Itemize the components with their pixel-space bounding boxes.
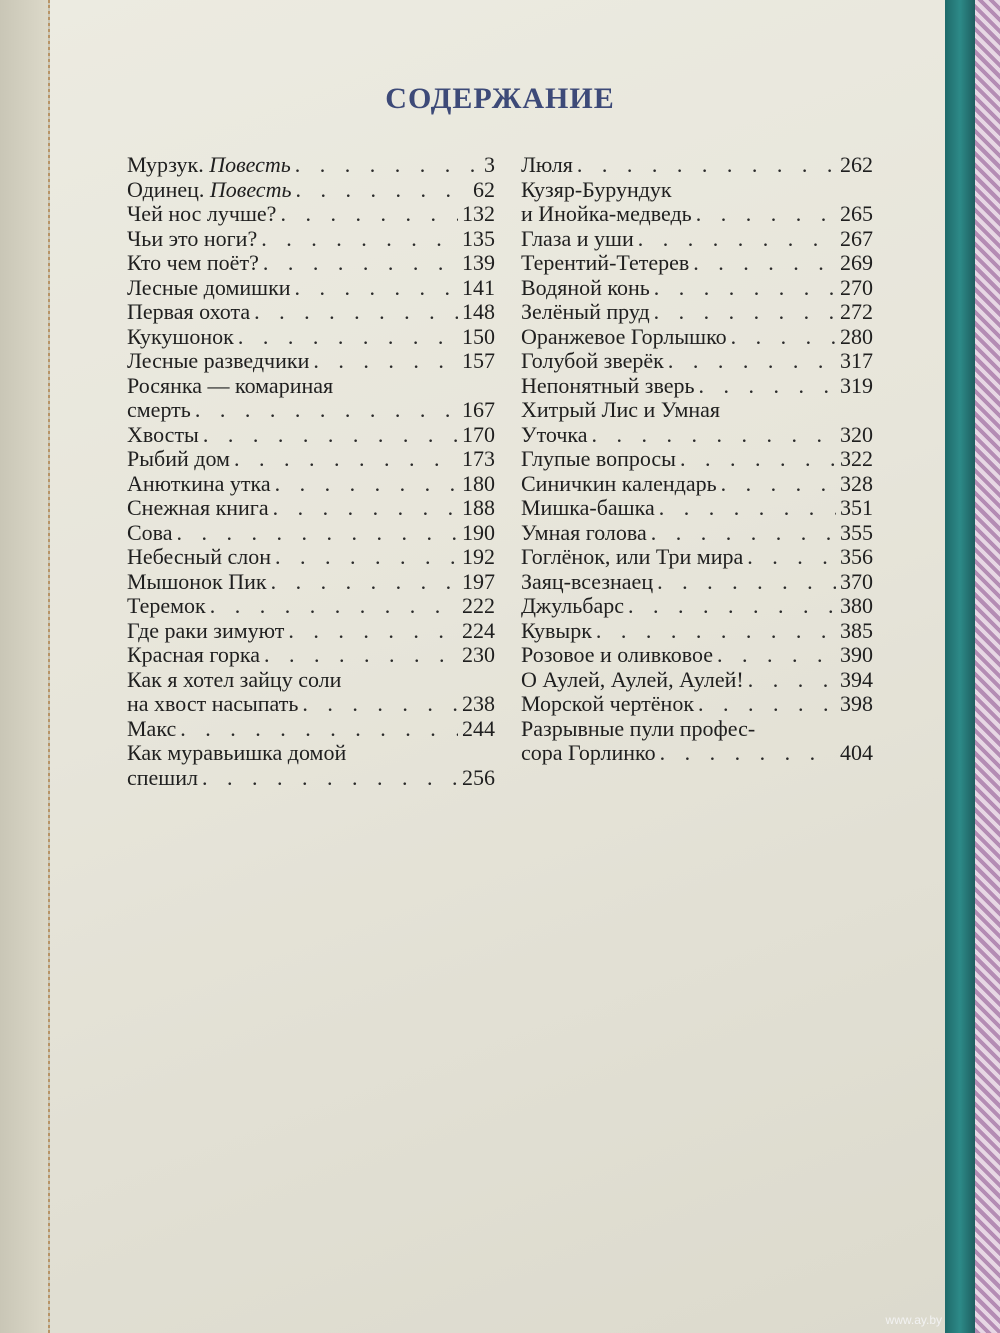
toc-entry-title: Оранжевое Горлышко: [521, 323, 727, 349]
toc-entry: [521, 594, 873, 619]
toc-entry-title: Водяной конь: [521, 274, 650, 300]
toc-page-number: 272: [840, 299, 873, 324]
dot-leader: [668, 349, 836, 374]
toc-page-number: 170: [462, 421, 495, 447]
toc-page-number: 3: [484, 152, 495, 177]
toc-page-number: 398: [840, 691, 873, 716]
toc-page-number: 262: [840, 152, 873, 177]
toc-entry-title: Розовое и оливковое: [521, 642, 713, 667]
dot-leader: [313, 349, 458, 374]
toc-entry-title: Зелёный пруд: [521, 299, 650, 324]
toc-page-number: 135: [462, 225, 495, 251]
toc-page-number: 224: [462, 617, 495, 643]
toc-page-number: 270: [840, 274, 873, 300]
toc-entry: [521, 717, 873, 742]
toc-entry: [127, 668, 495, 693]
toc-entry-title: Синичкин календарь: [521, 470, 717, 496]
toc-entry: [521, 570, 873, 595]
toc-entry: [127, 545, 495, 570]
dot-leader: [693, 251, 836, 276]
dot-leader: [210, 594, 458, 619]
toc-entry: [127, 496, 495, 521]
toc-entry: [521, 741, 873, 766]
toc-entry: [127, 521, 495, 546]
toc-page-number: 404: [840, 740, 873, 765]
dot-leader: [698, 692, 836, 717]
toc-entry-title: Мишка-башка: [521, 495, 655, 520]
toc-page-number: 180: [462, 470, 495, 496]
toc-page-number: 238: [462, 691, 495, 716]
toc-entry-title: Мышонок Пик: [127, 568, 267, 594]
toc-entry: [521, 251, 873, 276]
toc-entry-title: Люля: [521, 152, 573, 177]
dot-leader: [660, 741, 836, 766]
toc-entry: [521, 374, 873, 399]
dot-leader: [302, 692, 458, 717]
toc-page-number: 192: [462, 544, 495, 569]
toc-entry: [127, 374, 495, 399]
toc-entry-title: Первая охота: [127, 299, 251, 324]
dot-leader: [747, 545, 836, 570]
dot-leader: [273, 496, 458, 521]
dot-leader: [731, 325, 836, 350]
toc-entry-title: Кукушонок: [127, 323, 234, 349]
dot-leader: [180, 717, 458, 742]
toc-page-number: 356: [840, 544, 873, 569]
toc-entry: [521, 521, 873, 546]
toc-entry: [127, 643, 495, 668]
toc-entry: [127, 300, 495, 325]
toc-page-number: 139: [462, 250, 495, 275]
contents-column-right: [521, 153, 873, 766]
toc-entry-title: смерть: [127, 397, 191, 422]
toc-entry: [127, 741, 495, 766]
toc-entry-title: спешил: [127, 764, 198, 790]
toc-entry: [521, 202, 873, 227]
toc-page-number: 197: [462, 568, 495, 594]
toc-page-number: 167: [462, 397, 495, 422]
toc-page-number: 190: [462, 519, 495, 545]
toc-entry-title: Глаза и уши: [521, 225, 634, 251]
toc-page-number: 319: [840, 372, 873, 398]
toc-entry: [127, 447, 495, 472]
toc-entry-title: Где раки зимуют: [127, 617, 285, 643]
toc-page-number: 320: [840, 421, 873, 447]
toc-entry: [521, 692, 873, 717]
toc-entry: [521, 178, 873, 203]
dot-leader: [717, 643, 836, 668]
dot-leader: [596, 619, 836, 644]
dot-leader: [295, 153, 480, 178]
toc-entry-title: на хвост насыпать: [127, 691, 299, 716]
toc-page-number: 269: [840, 250, 873, 275]
dot-leader: [288, 619, 458, 644]
toc-entry-title: Кувырк: [521, 617, 592, 643]
dot-leader: [275, 545, 458, 570]
toc-entry: [521, 300, 873, 325]
toc-entry: [521, 668, 873, 693]
toc-entry: [127, 202, 495, 227]
toc-entry: [127, 570, 495, 595]
toc-entry-title: Рыбий дом: [127, 446, 230, 471]
dot-leader: [238, 325, 458, 350]
toc-entry-title: Заяц-всезнаец: [521, 568, 654, 594]
dot-leader: [261, 227, 458, 252]
toc-entry: [127, 398, 495, 423]
dot-leader: [651, 521, 836, 546]
toc-entry-title: Кто чем поёт?: [127, 250, 259, 275]
toc-entry: [521, 447, 873, 472]
toc-entry: [127, 276, 495, 301]
book-cover-spine: [945, 0, 975, 1333]
toc-entry: [521, 276, 873, 301]
dot-leader: [295, 178, 469, 203]
toc-entry-title: Чей нос лучше?: [127, 201, 277, 226]
toc-entry-title: Снежная книга: [127, 495, 269, 520]
dot-leader: [721, 472, 836, 497]
dot-leader: [271, 570, 458, 595]
toc-page-number: 148: [462, 299, 495, 324]
toc-page-number: 267: [840, 225, 873, 251]
toc-entry-title: сора Горлинко: [521, 740, 656, 765]
toc-entry-title: Макс: [127, 715, 177, 741]
toc-entry-title: Небесный слон: [127, 544, 271, 569]
toc-entry: [127, 766, 495, 791]
toc-entry: [127, 619, 495, 644]
dot-leader: [263, 251, 458, 276]
toc-entry-title: Кузяр-Бурундук: [521, 176, 672, 202]
dot-leader: [628, 594, 836, 619]
tablecloth-background: [975, 0, 1000, 1333]
toc-entry-title: Мурзук. Повесть: [127, 152, 291, 177]
toc-entry: [127, 717, 495, 742]
toc-page-number: 322: [840, 446, 873, 471]
dot-leader: [280, 202, 458, 227]
dot-leader: [592, 423, 836, 448]
toc-entry-title: Теремок: [127, 593, 206, 618]
dot-leader: [659, 496, 836, 521]
toc-entry-title: Джульбарс: [521, 593, 624, 618]
dot-leader: [202, 766, 458, 791]
toc-entry: [521, 643, 873, 668]
toc-page-number: 188: [462, 495, 495, 520]
toc-entry: [127, 594, 495, 619]
toc-entry-title: Хитрый Лис и Умная: [521, 397, 721, 422]
toc-page-number: 394: [840, 666, 873, 692]
toc-entry-genre: Повесть: [209, 152, 291, 177]
toc-page-number: 230: [462, 642, 495, 667]
toc-entry-title: Терентий-Тетерев: [521, 250, 690, 275]
dot-leader: [234, 447, 458, 472]
toc-entry: [127, 325, 495, 350]
toc-entry: [127, 423, 495, 448]
toc-entry-title: Как я хотел зайцу соли: [127, 666, 342, 692]
toc-page-number: 390: [840, 642, 873, 667]
toc-entry-title: Голубой зверёк: [521, 348, 664, 373]
watermark: www.ay.by: [885, 1313, 942, 1327]
toc-entry-title: Разрывные пули профес-: [521, 715, 756, 741]
toc-entry: [127, 472, 495, 497]
toc-entry: [127, 178, 495, 203]
toc-entry-title: Сова: [127, 519, 173, 545]
toc-entry: [521, 349, 873, 374]
toc-entry: [127, 349, 495, 374]
dot-leader: [654, 300, 836, 325]
toc-page-number: 380: [840, 593, 873, 618]
toc-entry-title: Гоглёнок, или Три мира: [521, 544, 744, 569]
toc-page-number: 370: [840, 568, 873, 594]
dot-leader: [203, 423, 458, 448]
toc-entry-title: Умная голова: [521, 519, 647, 545]
facing-page-edge: [0, 0, 51, 1333]
toc-page-number: 317: [840, 348, 873, 373]
dot-leader: [654, 276, 836, 301]
dot-leader: [657, 570, 836, 595]
toc-page-number: 280: [840, 323, 873, 349]
toc-entry-genre: Повесть: [209, 176, 292, 202]
toc-page-number: 256: [462, 764, 495, 790]
toc-entry-title: Чьи это ноги?: [127, 225, 258, 251]
toc-entry-title: Непонятный зверь: [521, 372, 695, 398]
dot-leader: [275, 472, 458, 497]
toc-entry: [521, 325, 873, 350]
toc-entry-title: Одинец. Повесть: [127, 176, 292, 202]
toc-page-number: 222: [462, 593, 495, 618]
toc-page-number: 355: [840, 519, 873, 545]
toc-page-number: 328: [840, 470, 873, 496]
dot-leader: [264, 643, 458, 668]
dot-leader: [177, 521, 458, 546]
toc-entry-title: Уточка: [521, 421, 588, 447]
toc-page-number: 62: [473, 176, 495, 202]
toc-page-number: 385: [840, 617, 873, 643]
dot-leader: [195, 398, 458, 423]
toc-entry: [521, 545, 873, 570]
toc-entry-title: Хвосты: [127, 421, 199, 447]
toc-entry-title: и Инойка-медведь: [521, 201, 692, 226]
dot-leader: [254, 300, 458, 325]
dot-leader: [680, 447, 836, 472]
toc-entry: [521, 153, 873, 178]
toc-entry-title: Анюткина утка: [127, 470, 271, 496]
toc-page-number: 150: [462, 323, 495, 349]
dot-leader: [295, 276, 458, 301]
toc-entry: [521, 423, 873, 448]
toc-entry: [521, 398, 873, 423]
toc-page-number: 132: [462, 201, 495, 226]
toc-page-number: 141: [462, 274, 495, 300]
toc-entry-title: Росянка — комариная: [127, 372, 334, 398]
contents-heading: СОДЕРЖАНИЕ: [385, 82, 615, 115]
toc-entry-title: Как муравьишка домой: [127, 740, 347, 765]
toc-entry: [127, 692, 495, 717]
toc-page-number: 265: [840, 201, 873, 226]
toc-entry-title: Лесные домишки: [127, 274, 291, 300]
dot-leader: [638, 227, 836, 252]
toc-entry: [521, 227, 873, 252]
toc-entry: [127, 227, 495, 252]
toc-entry: [127, 251, 495, 276]
dot-leader: [748, 668, 836, 693]
toc-entry: [521, 619, 873, 644]
toc-entry-title: Красная горка: [127, 642, 260, 667]
toc-page-number: 244: [462, 715, 495, 741]
toc-entry-title: О Аулей, Аулей, Аулей!: [521, 666, 744, 692]
dot-leader: [696, 202, 836, 227]
toc-page-number: 157: [462, 348, 495, 373]
toc-entry-title: Морской чертёнок: [521, 691, 695, 716]
dot-leader: [699, 374, 836, 399]
toc-entry-title: Лесные разведчики: [127, 348, 310, 373]
toc-page-number: 351: [840, 495, 873, 520]
contents-column-left: [127, 153, 495, 790]
dot-leader: [577, 153, 836, 178]
toc-entry: [521, 472, 873, 497]
toc-entry: [127, 153, 495, 178]
toc-page-number: 173: [462, 446, 495, 471]
toc-entry-title: Глупые вопросы: [521, 446, 676, 471]
toc-entry: [521, 496, 873, 521]
